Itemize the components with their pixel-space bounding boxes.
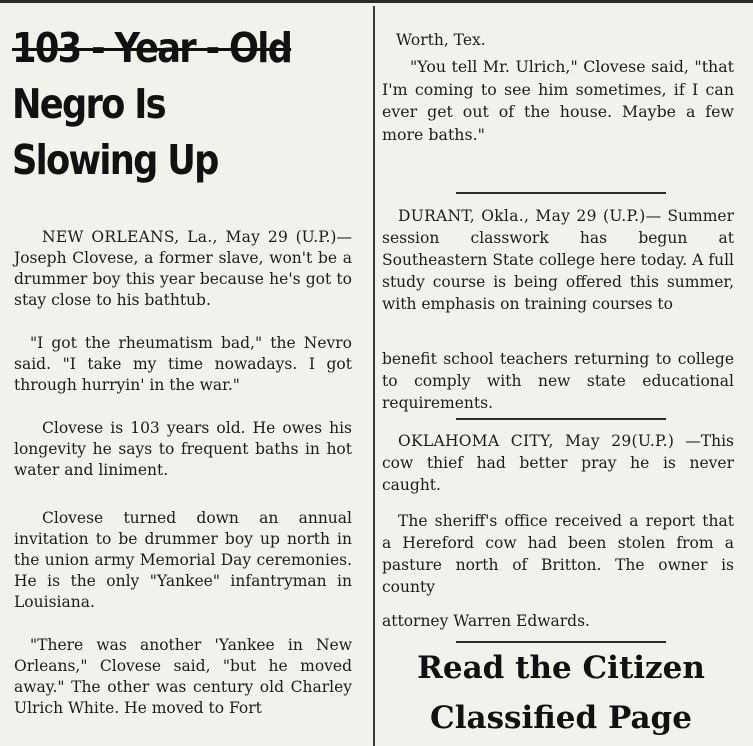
headline-line-3: Slowing Up	[12, 136, 218, 184]
column-divider	[373, 6, 375, 746]
oklahoma-article-paragraph-3: attorney Warren Edwards.	[382, 612, 590, 630]
article-paragraph-1	[14, 227, 352, 311]
durant-article-paragraph-1	[382, 205, 734, 315]
dateline-durant: DURANT, Okla., May 29 (U.P.)—	[398, 207, 662, 225]
article-paragraph-2: "I got the rheumatism bad," the Nevro said. "I take my time nowadays. I got through hurryin' in the war."	[14, 334, 352, 394]
top-rule	[0, 0, 753, 3]
article-paragraph-3: Clovese is 103 years old. He owes his longevity he says to frequent baths in hot water and liniment.	[14, 419, 352, 479]
dateline-oklahoma-city: OKLAHOMA CITY, May 29(U.P.)	[398, 432, 675, 450]
article-continued-paragraph-2: "You tell Mr. Ulrich," Clovese said, "that I'm coming to see him sometimes, if I can ever get out of the house. Maybe a few more baths."	[382, 57, 734, 144]
dateline-new-orleans: NEW ORLEANS, La., May 29	[42, 228, 289, 246]
durant-paragraph-1-text: Summer session classwork has begun at Southeastern State college here today. A full study course is being offered this summer, with emphasis on training courses to	[382, 207, 734, 313]
article-paragraph-5: "There was another 'Yankee in New Orleans," Clovese said, "but he moved away." The other was century old Charley Ulrich White. He moved to Fort	[14, 636, 352, 717]
article-paragraph-4: Clovese turned down an annual invitation to be drummer boy up north in the union army Memorial Day ceremonies. He is the only "Yankee" infantryman in Louisiana.	[14, 509, 352, 611]
headline-line-2: Negro Is	[12, 80, 165, 128]
separator-rule-2	[456, 418, 666, 420]
ad-line-1: Read the Citizen	[417, 650, 705, 686]
oklahoma-paragraph-1-text: —This cow thief had better pray he is never caught.	[382, 432, 734, 494]
separator-rule-1	[456, 192, 666, 194]
oklahoma-article-paragraph-1	[382, 430, 734, 496]
separator-rule-3	[456, 641, 666, 643]
headline-line-1: 103 - Year - Old	[12, 24, 292, 72]
paragraph-1-text: (U.P.)—Joseph Clovese, a former slave, won't be a drummer boy this year because he's got to stay close to his bathtub.	[14, 228, 352, 309]
oklahoma-article-paragraph-2: The sheriff's office received a report that a Hereford cow had been stolen from a pasture north of Britton. The owner is county	[382, 512, 734, 596]
article-continued-paragraph-1: Worth, Tex.	[396, 31, 486, 49]
headline	[12, 20, 313, 188]
durant-article-paragraph-2: benefit school teachers returning to college to comply with new state educational requirements.	[382, 350, 734, 412]
ad-line-2: Classified Page	[430, 700, 692, 736]
